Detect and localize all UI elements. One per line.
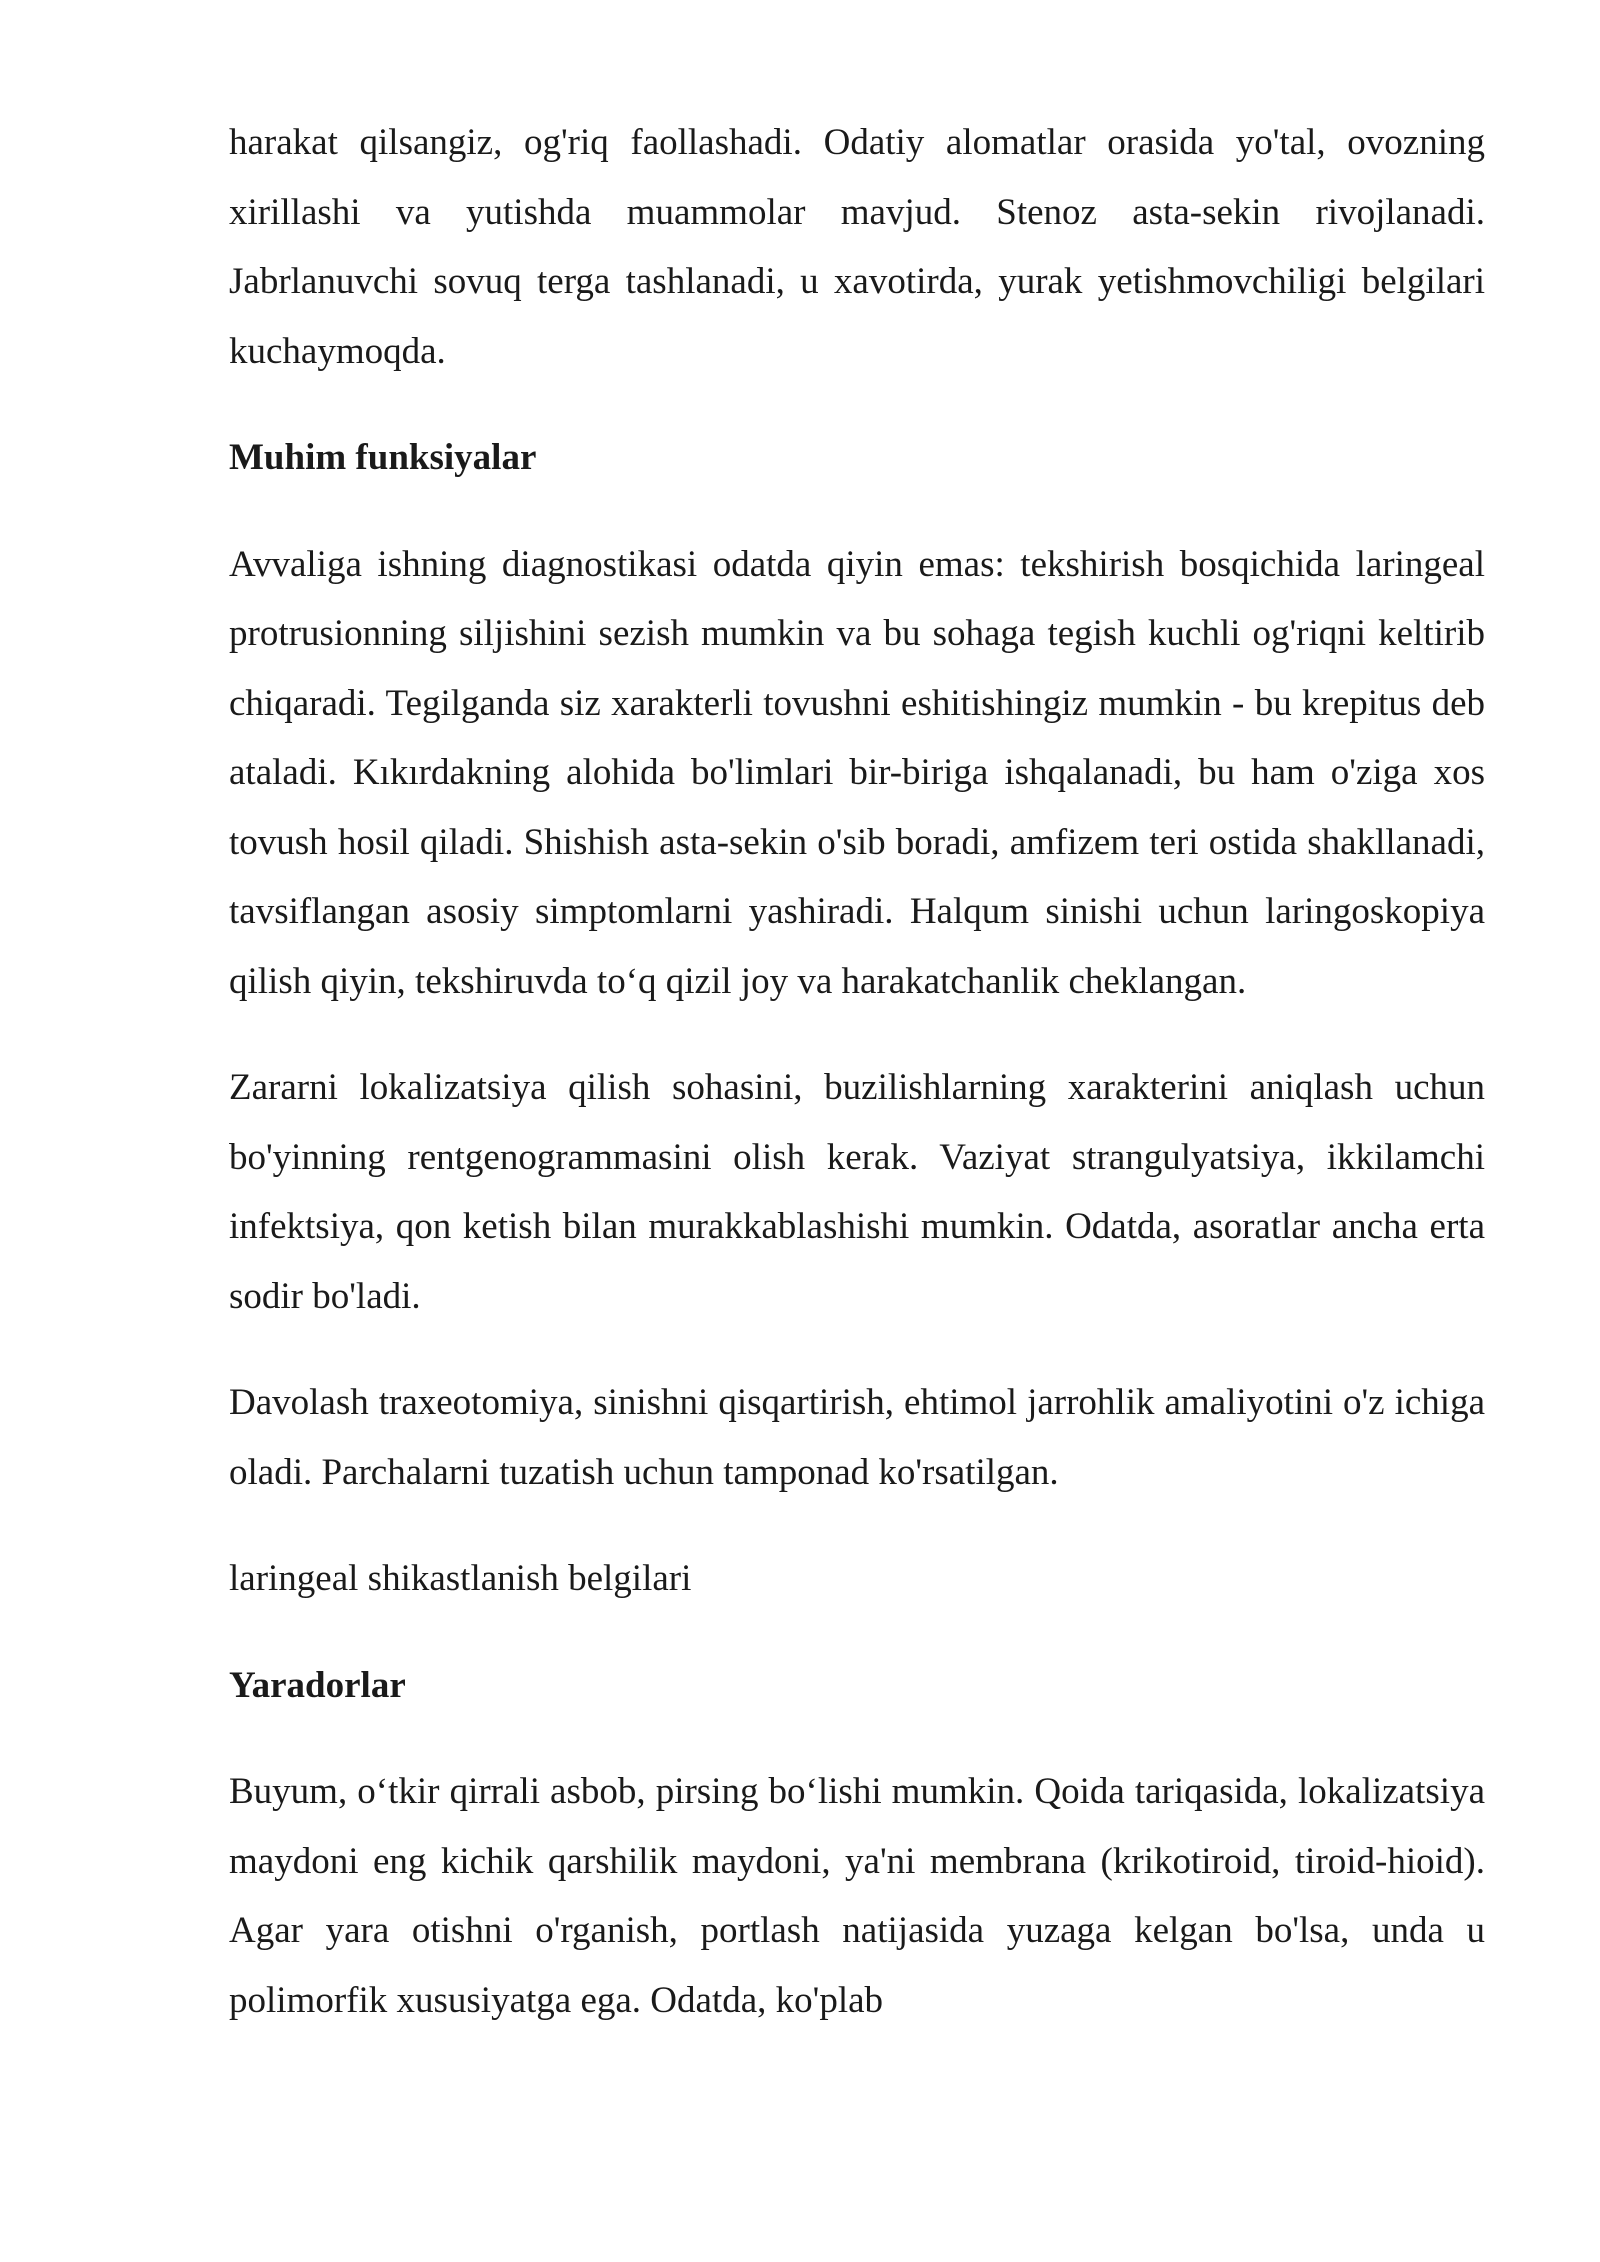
paragraph-treatment: Davolash traxeotomiya, sinishni qisqartirish, ehtimol jarrohlik amaliyotini o'z ichiga oladi. Parchalarni tuzatish uchun tamponad ko'rsatilgan. — [229, 1382, 1485, 1493]
subheading-laryngeal-injury: laringeal shikastlanish belgilari — [229, 1558, 692, 1599]
paragraph-symptoms: harakat qilsangiz, og'riq faollashadi. Odatiy alomatlar orasida yo'tal, ovozning xirillashi va yutishda muammolar mavjud. Stenoz asta-sekin rivojlanadi. Jabrlanuvchi sovuq terga tashlanadi, u xavotirda, yurak yetishmovchiligi belgilari kuchaymoqda. — [229, 122, 1485, 372]
paragraph-wounds: Buyum, o‘tkir qirrali asbob, pirsing bo‘lishi mumkin. Qoida tariqasida, lokalizatsiya maydoni eng kichik qarshilik maydoni, ya'ni membrana (krikotiroid, tiroid-hioid). Agar yara otishni o'rganish, portlash natijasida yuzaga kelgan bo'lsa, unda u polimorfik xususiyatga ega. Odatda, ko'plab — [229, 1771, 1485, 2021]
paragraph-diagnostics: Avvaliga ishning diagnostikasi odatda qiyin emas: tekshirish bosqichida laringeal protrusionning siljishini sezish mumkin va bu sohaga tegish kuchli og'riqni keltirib chiqaradi. Tegilganda siz xarakterli tovushni eshitishingiz mumkin - bu krepitus deb ataladi. Kıkırdakning alohida bo'limlari bir-biriga ishqalanadi, bu ham o'ziga xos tovush hosil qiladi. Shishish asta-sekin o'sib boradi, amfizem teri ostida shakllanadi, tavsiflangan asosiy simptomlarni yashiradi. Halqum sinishi uchun laringoskopiya qilish qiyin, tekshiruvda to‘q qizil joy va harakatchanlik cheklangan. — [229, 543, 1485, 1002]
heading-important-functions: Muhim funksiyalar — [229, 437, 537, 478]
document-page — [229, 108, 1485, 2072]
paragraph-xray: Zararni lokalizatsiya qilish sohasini, buzilishlarning xarakterini aniqlash uchun bo'yinning rentgenogrammasini olish kerak. Vaziyat strangulyatsiya, ikkilamchi infektsiya, qon ketish bilan murakkablashishi mumkin. Odatda, asoratlar ancha erta sodir bo'ladi. — [229, 1067, 1485, 1317]
heading-wounded: Yaradorlar — [229, 1664, 406, 1706]
